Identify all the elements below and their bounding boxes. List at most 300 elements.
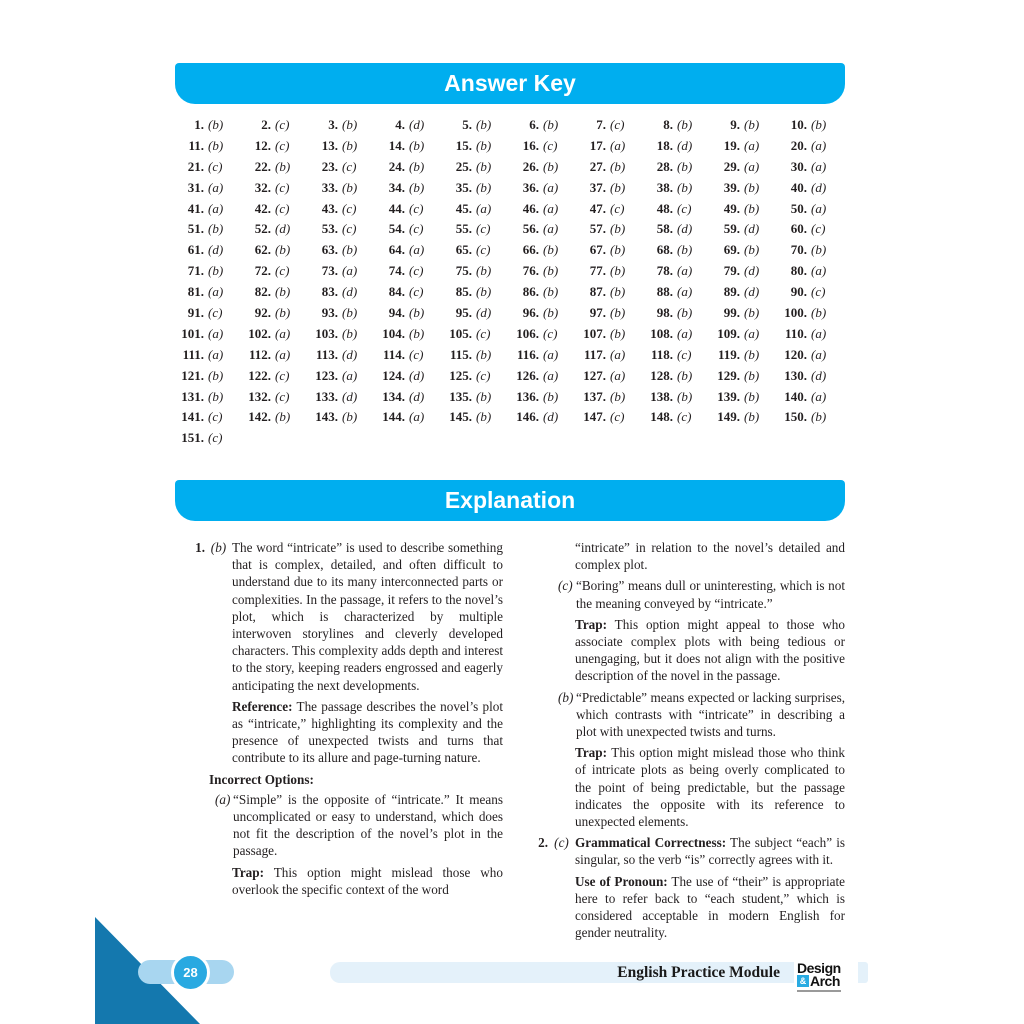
answer-cell [309, 368, 376, 389]
answer-option: (a) [543, 221, 559, 237]
answer-cell [711, 242, 778, 263]
answer-number: 103. [315, 325, 338, 341]
answer-option: (a) [811, 325, 827, 341]
labeled-paragraph: Trap: This option might appeal to those who associate complex plots with being tedious or unengaging, but it does not align with the positive description of the novel in the passage. [575, 616, 845, 684]
answer-number: 4. [395, 117, 405, 132]
answer-cell [175, 326, 242, 347]
answer-option: (b) [744, 346, 760, 362]
answer-number: 144. [382, 409, 405, 425]
answer-option: (b) [610, 179, 626, 195]
answer-option: (c) [476, 325, 491, 341]
answer-number: 27. [589, 158, 606, 174]
answer-option: (c) [275, 367, 290, 383]
answer-option: (b) [677, 158, 693, 174]
answer-number: 23. [321, 158, 338, 174]
answer-number: 108. [650, 325, 673, 341]
labeled-paragraph: Trap: This option might mislead those who think of intricate plots as being overly complicated to the point of being predictable, but the passage indicates the opposite with its reference to unexpected elements. [575, 745, 845, 830]
answer-number: 89. [723, 284, 740, 300]
answer-cell [778, 221, 845, 242]
answer-option: (b) [543, 284, 559, 300]
answer-cell [510, 138, 577, 159]
answer-option: (a) [744, 325, 760, 341]
incorrect-option-item [215, 791, 503, 860]
answer-number: 127. [583, 367, 606, 383]
answer-option: (a) [208, 179, 224, 195]
answer-cell [309, 180, 376, 201]
answer-option: (d) [342, 388, 358, 404]
answer-cell [577, 368, 644, 389]
answer-cell [376, 138, 443, 159]
answer-number: 72. [254, 263, 271, 279]
logo-arch-row [797, 972, 840, 989]
answer-option: (c) [208, 158, 223, 174]
answer-cell [175, 138, 242, 159]
answer-option: (b) [543, 117, 559, 132]
answer-option: (b) [342, 179, 358, 195]
answer-number: 85. [455, 284, 472, 300]
page-number-badge: 28 [171, 953, 210, 992]
answer-number: 139. [717, 388, 740, 404]
answer-cell [376, 221, 443, 242]
answer-number: 32. [254, 179, 271, 195]
answer-cell [443, 201, 510, 222]
answer-number: 1. [194, 117, 204, 132]
answer-option: (b) [811, 305, 827, 321]
answer-number: 67. [589, 242, 606, 258]
answer-number: 73. [321, 263, 338, 279]
answer-option: (c) [342, 158, 357, 174]
answer-cell [242, 180, 309, 201]
answer-number: 54. [388, 221, 405, 237]
answer-number: 98. [656, 305, 673, 321]
answer-cell [443, 409, 510, 430]
answer-cell [711, 305, 778, 326]
answer-option: (b) [208, 117, 224, 132]
continued-paragraph: “intricate” in relation to the novel’s detailed and complex plot. [575, 540, 845, 573]
answer-cell [510, 409, 577, 430]
answer-cell [711, 221, 778, 242]
answer-option: (a) [610, 346, 626, 362]
answer-cell [309, 347, 376, 368]
answer-cell [175, 159, 242, 180]
answer-cell [778, 305, 845, 326]
answer-option: (b) [677, 117, 693, 132]
answer-cell [711, 389, 778, 410]
answer-cell [175, 347, 242, 368]
answer-cell [711, 180, 778, 201]
answer-number: 74. [388, 263, 405, 279]
answer-number: 129. [717, 367, 740, 383]
answer-number: 107. [583, 325, 606, 341]
answer-option: (d) [744, 263, 760, 279]
answer-number: 28. [656, 158, 673, 174]
answer-option: (a) [811, 388, 827, 404]
answer-option: (c) [677, 409, 692, 425]
answer-cell [175, 389, 242, 410]
answer-option: (c) [342, 200, 357, 216]
answer-cell [175, 221, 242, 242]
answer-number: 120. [784, 346, 807, 362]
answer-number: 17. [589, 137, 606, 153]
answer-cell [577, 389, 644, 410]
answer-number: 147. [583, 409, 606, 425]
answer-option: (b) [543, 388, 559, 404]
answer-option: (c) [610, 409, 625, 425]
answer-option: (b) [476, 117, 492, 132]
answer-number: 60. [790, 221, 807, 237]
answer-cell [242, 201, 309, 222]
answer-option: (b) [409, 158, 425, 174]
answer-option: (a) [275, 325, 291, 341]
answer-option: (c) [476, 242, 491, 258]
answer-number: 132. [248, 388, 271, 404]
answer-option: (c) [275, 200, 290, 216]
answer-cell [644, 263, 711, 284]
answer-option: (b) [610, 158, 626, 174]
answer-option: (b) [610, 263, 626, 279]
answer-option: (b) [342, 305, 358, 321]
answer-cell [242, 389, 309, 410]
explanation-title: Explanation [444, 487, 576, 513]
answer-number: 43. [321, 200, 338, 216]
answer-number: 59. [723, 221, 740, 237]
answer-number: 8. [663, 117, 673, 132]
answer-number: 133. [315, 388, 338, 404]
answer-number: 146. [516, 409, 539, 425]
answer-option: (a) [275, 346, 291, 362]
answer-number: 25. [455, 158, 472, 174]
answer-number: 21. [187, 158, 204, 174]
answer-number: 56. [522, 221, 539, 237]
answer-option: (b) [476, 179, 492, 195]
answer-cell [309, 221, 376, 242]
answer-option: (d) [476, 305, 492, 321]
answer-option: (b) [543, 263, 559, 279]
answer-option: (a) [543, 367, 559, 383]
paragraph-bold-label: Use of Pronoun: [575, 873, 668, 889]
answer-cell [443, 221, 510, 242]
answer-number: 131. [181, 388, 204, 404]
answer-option: (a) [208, 200, 224, 216]
option-body: “Predictable” means expected or lacking surprises, which contrasts with “intricate” in describing a plot with unexpected twists and turns. [576, 689, 845, 740]
answer-option: (c) [275, 388, 290, 404]
answer-cell [376, 201, 443, 222]
answer-option: (b) [811, 409, 827, 425]
answer-cell [242, 368, 309, 389]
answer-number: 64. [388, 242, 405, 258]
answer-option: (d) [342, 284, 358, 300]
answer-cell [242, 117, 309, 138]
answer-cell [309, 159, 376, 180]
answer-cell [577, 138, 644, 159]
answer-number: 91. [187, 305, 204, 321]
answer-option: (d) [409, 367, 425, 383]
answer-cell [778, 389, 845, 410]
answer-cell [510, 117, 577, 138]
answer-cell [309, 409, 376, 430]
answer-option: (a) [610, 367, 626, 383]
answer-option: (b) [208, 367, 224, 383]
answer-number: 57. [589, 221, 606, 237]
answer-option: (d) [744, 221, 760, 237]
answer-cell [175, 284, 242, 305]
answer-cell [510, 305, 577, 326]
answer-number: 113. [315, 346, 338, 362]
answer-cell [443, 159, 510, 180]
answer-cell [510, 347, 577, 368]
item-body: The word “intricate” is used to describe something that is complex, detailed, and often difficult to understand due to its many interconnected parts or complexities. In the passage, it refers to the novel’s plot, which is characterized by multiple interwoven storylines and cleverly developed characters. This complexity adds depth and interest to the story, keeping readers engrossed and eagerly anticipating the next developments. [232, 540, 503, 693]
answer-option: (b) [744, 367, 760, 383]
answer-number: 51. [187, 221, 204, 237]
answer-cell [309, 201, 376, 222]
explanation-columns [185, 539, 845, 945]
answer-cell [443, 263, 510, 284]
answer-option: (b) [476, 284, 492, 300]
answer-number: 16. [522, 137, 539, 153]
answer-option: (b) [409, 179, 425, 195]
answer-cell [510, 389, 577, 410]
item-option-marker: (b) [210, 540, 227, 555]
answer-number: 2. [261, 117, 271, 132]
answer-number: 96. [522, 305, 539, 321]
answer-cell [510, 263, 577, 284]
answer-number: 92. [254, 305, 271, 321]
answer-number: 115. [449, 346, 472, 362]
answer-number: 101. [181, 325, 204, 341]
answer-number: 95. [455, 305, 472, 321]
answer-option: (b) [476, 158, 492, 174]
answer-cell [175, 242, 242, 263]
answer-option: (a) [543, 179, 559, 195]
answer-option: (c) [208, 409, 223, 425]
item-option-marker: (c) [554, 835, 569, 851]
answer-cell [242, 305, 309, 326]
answer-cell [711, 201, 778, 222]
answer-number: 145. [449, 409, 472, 425]
answer-option: (b) [543, 305, 559, 321]
answer-number: 75. [455, 263, 472, 279]
answer-number: 87. [589, 284, 606, 300]
answer-number: 44. [388, 200, 405, 216]
answer-option: (a) [677, 263, 693, 279]
answer-number: 117. [583, 346, 606, 362]
answer-option: (b) [610, 221, 626, 237]
answer-option: (b) [610, 305, 626, 321]
option-body: “Simple” is the opposite of “intricate.” It means uncomplicated or easy to understand, which does not fit the description of the novel’s plot in the passage. [233, 791, 503, 859]
answer-option: (d) [811, 179, 827, 195]
answer-option: (a) [811, 158, 827, 174]
answer-number: 126. [516, 367, 539, 383]
answer-cell [577, 180, 644, 201]
answer-option: (b) [744, 200, 760, 216]
answer-cell [443, 138, 510, 159]
answer-number: 142. [248, 409, 271, 425]
answer-option: (c) [677, 346, 692, 362]
answer-option: (b) [275, 158, 291, 174]
answer-option: (a) [208, 346, 224, 362]
answer-cell [644, 368, 711, 389]
answer-option: (a) [208, 284, 224, 300]
answer-option: (c) [409, 346, 424, 362]
answer-option: (a) [543, 346, 559, 362]
answer-number: 90. [790, 284, 807, 300]
answer-option: (a) [610, 137, 626, 153]
answer-number: 94. [388, 305, 405, 321]
option-marker: (a) [215, 791, 231, 807]
answer-number: 125. [449, 367, 472, 383]
answer-number: 52. [254, 221, 271, 237]
answer-cell [778, 180, 845, 201]
answer-cell [309, 326, 376, 347]
answer-cell [376, 389, 443, 410]
answer-number: 80. [790, 263, 807, 279]
answer-cell [778, 326, 845, 347]
answer-number: 88. [656, 284, 673, 300]
answer-cell [644, 159, 711, 180]
answer-option: (b) [208, 263, 224, 279]
answer-number: 41. [187, 200, 204, 216]
answer-number: 109. [717, 325, 740, 341]
answer-cell [711, 159, 778, 180]
answer-option: (b) [744, 242, 760, 258]
answer-option: (b) [275, 242, 291, 258]
answer-cell [577, 117, 644, 138]
answer-cell [644, 284, 711, 305]
answer-key-grid [175, 117, 845, 451]
answer-option: (c) [811, 284, 826, 300]
answer-option: (b) [342, 137, 358, 153]
answer-cell [711, 347, 778, 368]
answer-cell [376, 117, 443, 138]
answer-cell [778, 284, 845, 305]
answer-number: 49. [723, 200, 740, 216]
answer-cell [242, 159, 309, 180]
answer-cell [443, 180, 510, 201]
answer-option: (b) [677, 305, 693, 321]
answer-number: 31. [187, 179, 204, 195]
answer-number: 122. [248, 367, 271, 383]
answer-number: 123. [315, 367, 338, 383]
answer-cell [778, 347, 845, 368]
answer-cell [644, 326, 711, 347]
answer-number: 3. [328, 117, 338, 132]
answer-option: (b) [476, 409, 492, 425]
answer-number: 124. [382, 367, 405, 383]
answer-number: 104. [382, 325, 405, 341]
answer-option: (a) [811, 263, 827, 279]
answer-cell [711, 263, 778, 284]
answer-cell [443, 347, 510, 368]
logo-design-text: Design [797, 959, 841, 976]
answer-number: 6. [529, 117, 539, 132]
explanation-item [528, 834, 845, 868]
answer-cell [778, 159, 845, 180]
logo-ampersand-icon: & [797, 975, 809, 987]
answer-option: (b) [610, 325, 626, 341]
answer-cell [644, 221, 711, 242]
answer-number: 53. [321, 221, 338, 237]
answer-option: (b) [208, 388, 224, 404]
answer-option: (b) [476, 346, 492, 362]
answer-number: 70. [790, 242, 807, 258]
answer-option: (a) [744, 158, 760, 174]
answer-number: 114. [382, 346, 405, 362]
answer-number: 111. [182, 346, 204, 362]
explanation-column-right [528, 539, 845, 945]
option-marker: (c) [558, 578, 573, 594]
answer-option: (b) [677, 367, 693, 383]
answer-number: 66. [522, 242, 539, 258]
answer-option: (b) [275, 409, 291, 425]
answer-option: (b) [476, 388, 492, 404]
answer-number: 38. [656, 179, 673, 195]
answer-option: (c) [409, 284, 424, 300]
answer-option: (a) [476, 200, 492, 216]
answer-cell [309, 389, 376, 410]
answer-number: 150. [784, 409, 807, 425]
answer-number: 29. [723, 158, 740, 174]
answer-cell [376, 159, 443, 180]
answer-number: 34. [388, 179, 405, 195]
answer-number: 140. [784, 388, 807, 404]
answer-option: (d) [342, 346, 358, 362]
answer-cell [577, 242, 644, 263]
answer-number: 15. [455, 137, 472, 153]
answer-number: 50. [790, 200, 807, 216]
answer-cell [443, 117, 510, 138]
item-number: 1. [195, 540, 205, 555]
answer-option: (b) [476, 137, 492, 153]
answer-number: 10. [790, 117, 807, 132]
labeled-paragraph: Trap: This option might mislead those who overlook the specific context of the word [232, 864, 503, 897]
answer-key-title: Answer Key [444, 70, 576, 96]
answer-cell [242, 326, 309, 347]
answer-number: 149. [717, 409, 740, 425]
answer-cell [510, 159, 577, 180]
answer-number: 9. [730, 117, 740, 132]
answer-option: (a) [744, 137, 760, 153]
answer-option: (a) [342, 263, 358, 279]
answer-cell [309, 138, 376, 159]
answer-cell [309, 242, 376, 263]
answer-cell [309, 263, 376, 284]
answer-cell [577, 221, 644, 242]
logo-arch-text: Arch [810, 972, 840, 989]
answer-option: (c) [811, 221, 826, 237]
answer-option: (d) [208, 242, 224, 258]
answer-number: 86. [522, 284, 539, 300]
answer-option: (b) [744, 305, 760, 321]
item-bold-label: Grammatical Correctness: [575, 835, 727, 851]
item-body: Grammatical Correctness: The subject “each” is singular, so the verb “is” correctly agrees with it. [575, 835, 846, 868]
explanation-item [185, 539, 503, 694]
answer-key-banner [175, 63, 845, 104]
answer-cell [644, 347, 711, 368]
answer-cell [242, 347, 309, 368]
answer-option: (d) [677, 137, 693, 153]
answer-option: (c) [409, 221, 424, 237]
answer-number: 58. [656, 221, 673, 237]
answer-cell [175, 263, 242, 284]
answer-number: 62. [254, 242, 271, 258]
answer-number: 97. [589, 305, 606, 321]
answer-number: 128. [650, 367, 673, 383]
answer-cell [577, 284, 644, 305]
answer-cell [577, 409, 644, 430]
answer-cell [443, 389, 510, 410]
answer-option: (b) [811, 117, 827, 132]
answer-option: (d) [409, 388, 425, 404]
